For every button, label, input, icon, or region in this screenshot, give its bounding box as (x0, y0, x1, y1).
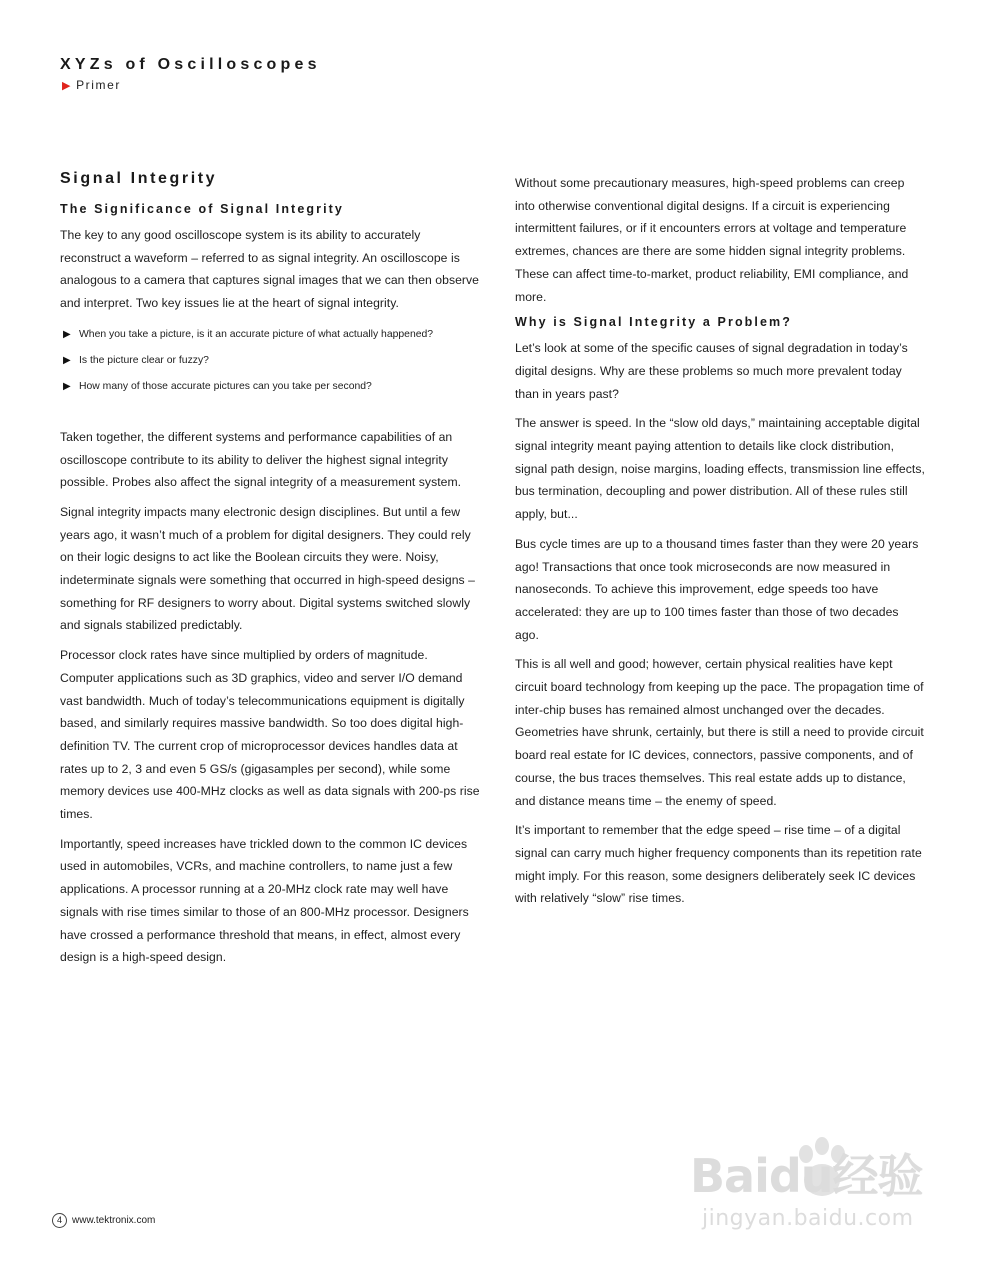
footer-url-link[interactable]: www.tektronix.com (72, 1215, 156, 1226)
bullet-triangle-icon: ▶ (63, 380, 71, 392)
list-item (60, 374, 480, 400)
body-paragraph: Signal integrity impacts many electronic design disciplines. But until a few years ago, it wasn’t much of a problem for digital designers. They could rely on their logic designs to act like the Boolean circuits they were. Noisy, indeterminate signals were something that occurred in high-speed designs – something for RF designers to worry about. Digital systems switched slowly and signals stabilized predictably. (60, 504, 475, 633)
bullet-triangle-icon: ▶ (63, 354, 71, 366)
list-item (60, 348, 480, 374)
page-number: 4 (52, 1213, 67, 1228)
bullet-triangle-icon: ▶ (63, 328, 71, 340)
watermark (690, 1130, 940, 1240)
body-paragraph: Processor clock rates have since multiplied by orders of magnitude. Computer applications such as 3D graphics, video and server I/O demand vast bandwidth. Much of today’s telecommunications equipment is digitally based, and similarly requires massive bandwidth. So too does digital high-definition TV. The current crop of microprocessor devices handles data at rates up to 2, 3 and even 5 GS/s (gigasamples per second), while some memory devices use 400-MHz clocks as well as data signals with 200-ps rise times. (60, 648, 480, 822)
document-subtitle (62, 78, 121, 92)
subsection-title-problem: Why is Signal Integrity a Problem? (515, 315, 792, 330)
page-footer (52, 1213, 155, 1228)
intro-paragraph: The key to any good oscilloscope system is its ability to accurately reconstruct a waveform – referred to as signal integrity. An oscilloscope is analogous to a camera that captures signal images that we can then observe and interpret. Two key issues lie at the heart of signal integrity. (60, 228, 480, 311)
list-item-text: Is the picture clear or fuzzy? (79, 354, 209, 366)
red-triangle-icon: ▶ (62, 80, 73, 92)
body-paragraph: Importantly, speed increases have trickled down to the common IC devices used in automobiles, VCRs, and machine controllers, to name just a few applications. A processor running at a 20-MHz clock rate may well have signals with rise times similar to those of an 800-MHz processor. Designers have crossed a performance threshold that means, in effect, almost every design is a high-speed design. (60, 836, 469, 965)
subtitle-text: Primer (76, 78, 121, 92)
list-item-text: When you take a picture, is it an accurate picture of what actually happened? (79, 328, 434, 340)
list-item (60, 322, 480, 348)
body-paragraph: Let’s look at some of the specific causes of signal degradation in today’s digital designs. Why are these problems so much more prevalent today than in years past? (515, 341, 908, 401)
question-list (60, 322, 480, 400)
section-title: Signal Integrity (60, 170, 218, 187)
body-paragraph: It’s important to remember that the edge speed – rise time – of a digital signal can carry much higher frequency components than its repetition rate might imply. For this reason, some designers deliberately seek IC devices with relatively “slow” rise times. (515, 823, 922, 906)
watermark-logo-text: Baidu经验 (690, 1149, 923, 1203)
subsection-title-significance: The Significance of Signal Integrity (60, 202, 344, 216)
watermark-url: jingyan.baidu.com (702, 1206, 914, 1231)
body-paragraph: The answer is speed. In the “slow old days,” maintaining acceptable digital signal integrity meant paying attention to details like clock distribution, signal path design, noise margins, loading effects, transmission line effects, bus termination, decoupling and power distribution. All of these rules still apply, but... (515, 416, 925, 522)
document-title: XYZs of Oscilloscopes (60, 56, 321, 73)
right-column (515, 172, 925, 917)
body-paragraph: Without some precautionary measures, high-speed problems can creep into otherwise conventional digital designs. If a circuit is experiencing intermittent failures, or if it encounters errors at voltage and temperature extremes, chances are there are some hidden signal integrity problems. These can affect time-to-market, product reliability, EMI compliance, and more. (515, 176, 909, 304)
body-paragraph: Bus cycle times are up to a thousand times faster than they were 20 years ago! Transactions that once took microseconds are now measured in nanoseconds. To achieve this improvement, edge speeds too have accelerated: they are up to 100 times faster than those of two decades ago. (515, 536, 919, 642)
body-paragraph: Taken together, the different systems and performance capabilities of an oscilloscope contribute to its ability to deliver the highest signal integrity possible. Probes also affect the signal integrity of a measurement system. (60, 429, 462, 490)
list-item-text: How many of those accurate pictures can you take per second? (79, 380, 372, 392)
body-paragraph: This is all well and good; however, certain physical realities have kept circuit board technology from keeping up the pace. The propagation time of inter-chip buses has remained almost unchanged over the decades. Geometries have shrunk, certainly, but there is still a need to provide circuit board real estate for IC devices, connectors, passive components, and of course, the bus traces themselves. This real estate adds up to distance, and distance means time – the enemy of speed. (515, 657, 924, 808)
left-column (60, 170, 480, 976)
